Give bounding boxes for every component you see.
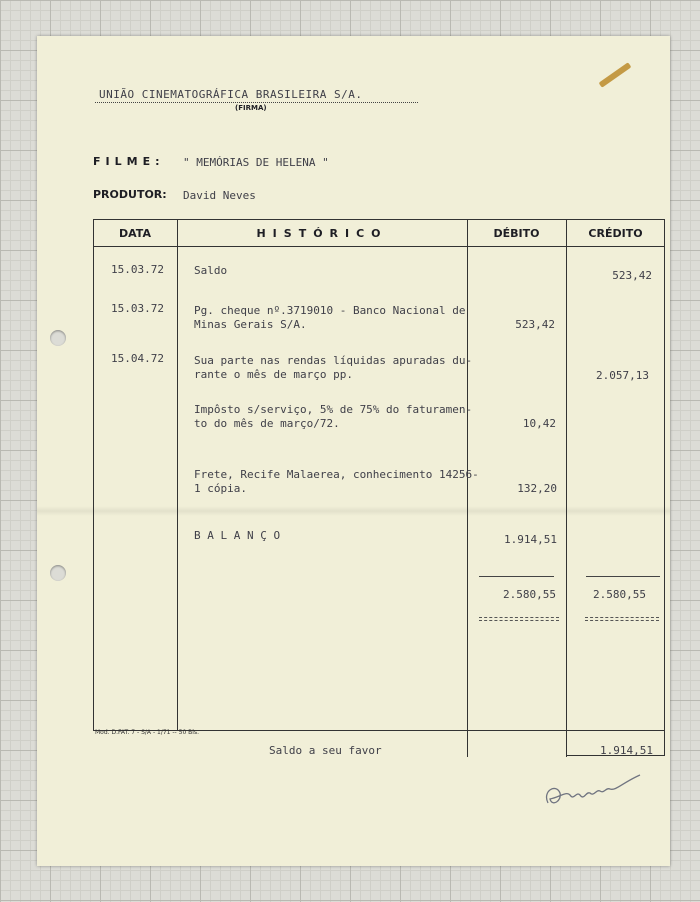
- header-debit: DÉBITO: [493, 227, 540, 240]
- entry-description: Pg. cheque nº.3719010 - Banco Nacional de: [194, 304, 466, 317]
- header-credit: CRÉDITO: [588, 227, 643, 240]
- double-rule: [585, 617, 659, 621]
- entry-description: Sua parte nas rendas líquidas apuradas du-: [194, 354, 473, 367]
- column-divider: [177, 219, 178, 731]
- entry-date: 15.04.72: [111, 352, 164, 365]
- footer-label: Saldo a seu favor: [269, 744, 382, 757]
- header-divider: [93, 246, 665, 247]
- document-sheet: [37, 36, 670, 866]
- double-rule: [479, 617, 559, 621]
- entry-description: Saldo: [194, 264, 228, 277]
- entry-description: 1 cópia.: [194, 482, 247, 495]
- film-label: FILME:: [93, 155, 165, 168]
- entry-debit: 523,42: [515, 318, 555, 331]
- company-subtitle: (FIRMA): [235, 104, 267, 112]
- total-credit: 2.580,55: [593, 588, 646, 601]
- punch-hole-icon: [50, 330, 66, 346]
- total-debit: 2.580,55: [503, 588, 556, 601]
- entry-date: 15.03.72: [111, 263, 164, 276]
- entry-debit: 132,20: [517, 482, 557, 495]
- column-divider: [566, 219, 567, 757]
- entry-description: Impôsto s/serviço, 5% de 75% do faturamen-: [194, 403, 473, 416]
- form-code: Mod. D.FAT. 7 - S/A - 1/71 -- 50 Bls.: [95, 729, 199, 736]
- entry-description: Minas Gerais S/A.: [194, 318, 307, 331]
- entry-description: Frete, Recife Malaerea, conhecimento 14256-: [194, 468, 479, 481]
- producer-value: David Neves: [183, 189, 256, 202]
- company-name: UNIÃO CINEMATOGRÁFICA BRASILEIRA S/A.: [99, 88, 363, 101]
- header-history: HISTÓRICO: [256, 227, 388, 240]
- staple-icon: [599, 62, 632, 88]
- entry-description: to do mês de março/72.: [194, 417, 340, 430]
- header-date: DATA: [119, 227, 151, 240]
- film-value: " MEMÓRIAS DE HELENA ": [183, 156, 329, 169]
- balance-debit: 1.914,51: [504, 533, 557, 546]
- entry-description: rante o mês de março pp.: [194, 368, 353, 381]
- producer-label: PRODUTOR:: [93, 188, 167, 201]
- punch-hole-icon: [50, 565, 66, 581]
- footer-amount: 1.914,51: [600, 744, 653, 757]
- entry-credit: 2.057,13: [596, 369, 649, 382]
- entry-date: 15.03.72: [111, 302, 164, 315]
- entry-credit: 523,42: [612, 269, 652, 282]
- total-rule: [479, 576, 554, 577]
- balance-label: B A L A N Ç O: [194, 529, 281, 542]
- company-underline: [95, 102, 418, 103]
- signature-icon: [540, 761, 650, 816]
- entry-debit: 10,42: [522, 417, 556, 430]
- total-rule: [586, 576, 660, 577]
